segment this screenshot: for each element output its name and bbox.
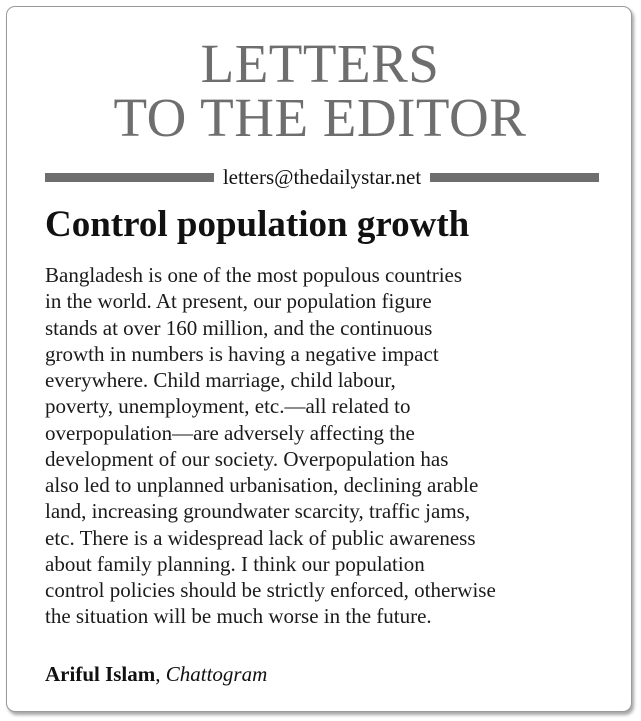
right-rule xyxy=(430,173,599,182)
letter-card xyxy=(6,6,632,712)
editor-email: letters@thedailystar.net xyxy=(222,164,422,189)
body-line: land, increasing groundwater scarcity, traffic jams, xyxy=(45,499,471,524)
body-line: poverty, unemployment, etc.—all related to xyxy=(45,394,411,419)
letter-body xyxy=(45,262,615,630)
email-divider xyxy=(45,164,599,190)
body-line: the situation will be much worse in the future. xyxy=(45,604,432,629)
masthead-line-2: TO THE EDITOR xyxy=(113,87,527,148)
letter-signature xyxy=(45,661,267,687)
signature-separator: , xyxy=(155,662,166,686)
body-line: development of our society. Overpopulation has xyxy=(45,446,449,471)
body-line: etc. There is a widespread lack of public awareness xyxy=(45,525,476,550)
body-line: in the world. At present, our population figure xyxy=(45,289,432,314)
body-line: about family planning. I think our population xyxy=(45,551,425,576)
body-line: Bangladesh is one of the most populous countries xyxy=(45,263,463,287)
body-line: growth in numbers is having a negative impact xyxy=(45,341,439,366)
letter-headline: Control population growth xyxy=(45,204,470,245)
body-line: stands at over 160 million, and the continuous xyxy=(45,315,433,340)
author-location: Chattogram xyxy=(165,662,268,686)
body-line: also led to unplanned urbanisation, declining arable xyxy=(45,473,479,497)
masthead-line-1: LETTERS xyxy=(200,33,440,94)
body-line: control policies should be strictly enforced, otherwise xyxy=(45,578,496,602)
body-line: everywhere. Child marriage, child labour, xyxy=(45,368,396,392)
section-masthead xyxy=(7,33,633,148)
body-line: overpopulation—are adversely affecting the xyxy=(45,420,415,445)
left-rule xyxy=(45,173,214,182)
author-name: Ariful Islam xyxy=(45,662,156,686)
